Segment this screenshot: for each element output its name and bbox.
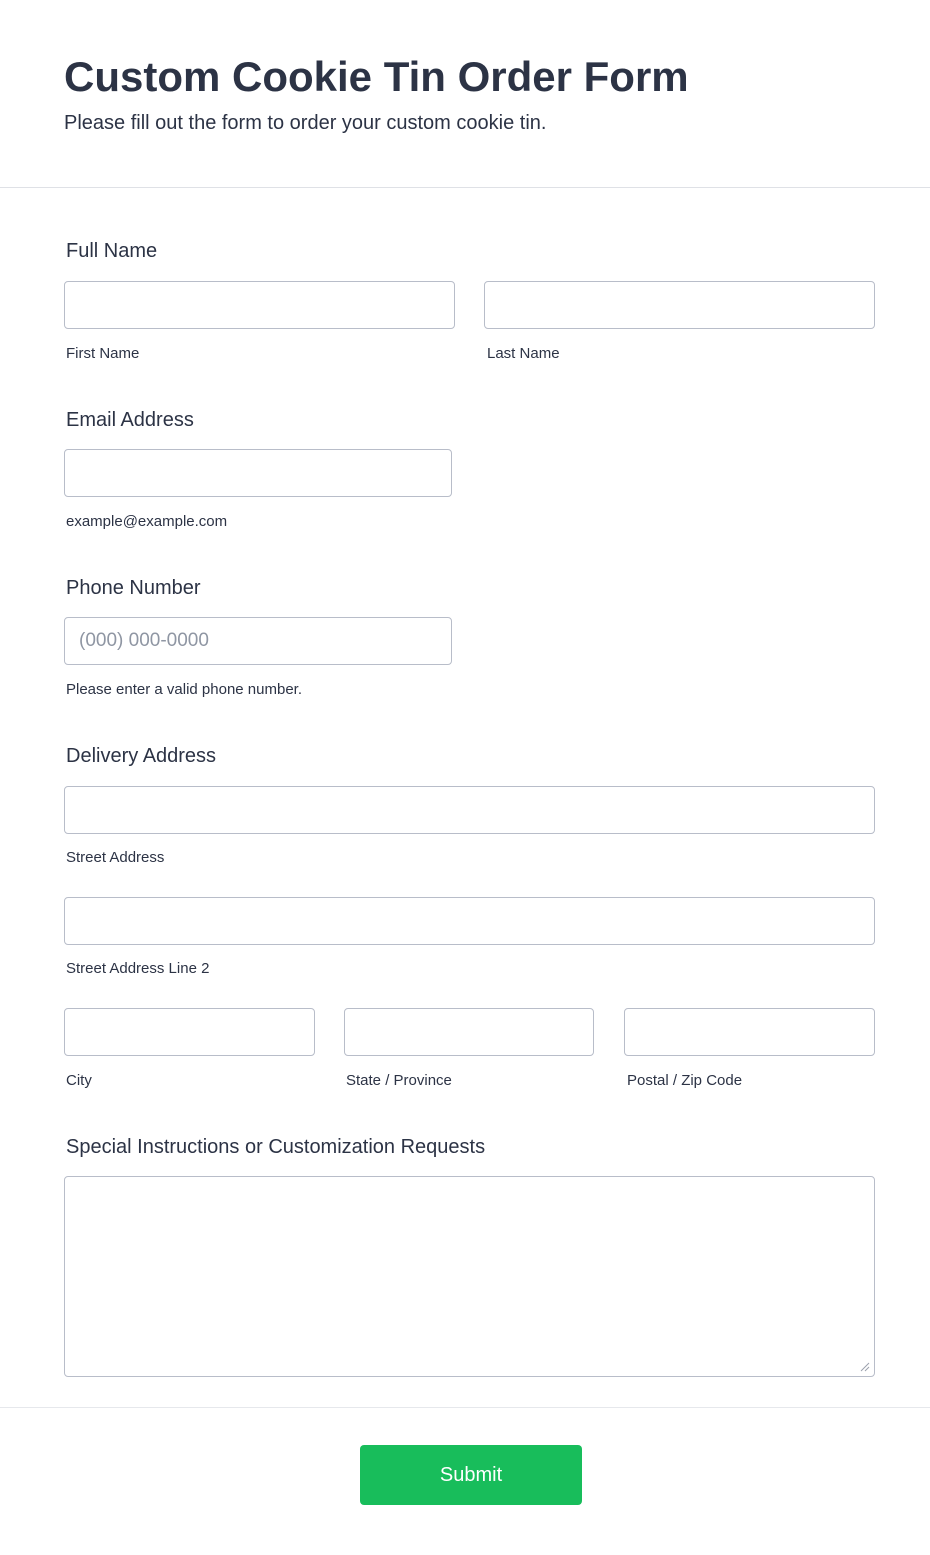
special-instructions-textarea[interactable] (64, 1176, 875, 1377)
zip-code-sublabel: Postal / Zip Code (627, 1072, 743, 1089)
city-input[interactable] (64, 1008, 315, 1056)
last-name-input[interactable] (484, 281, 875, 329)
zip-code-input[interactable] (624, 1008, 875, 1056)
form-header (0, 0, 930, 188)
street-address-line2-sublabel: Street Address Line 2 (66, 960, 210, 977)
full-name-label: Full Name (66, 240, 158, 262)
page-subtitle: Please fill out the form to order your custom cookie tin. (64, 112, 547, 134)
street-address-line2-input[interactable] (64, 897, 875, 945)
delivery-address-label: Delivery Address (66, 745, 217, 767)
street-address-input[interactable] (64, 786, 875, 834)
email-label: Email Address (66, 409, 194, 431)
street-address-sublabel: Street Address (66, 849, 165, 866)
footer-divider (0, 1407, 930, 1408)
email-sublabel: example@example.com (66, 513, 228, 530)
resize-handle-icon[interactable] (858, 1360, 870, 1372)
page-title: Custom Cookie Tin Order Form (64, 53, 689, 100)
phone-input[interactable] (64, 617, 452, 665)
last-name-sublabel: Last Name (487, 345, 560, 362)
city-sublabel: City (66, 1072, 92, 1089)
submit-button[interactable]: Submit (360, 1445, 582, 1505)
first-name-input[interactable] (64, 281, 455, 329)
phone-label: Phone Number (66, 577, 201, 599)
phone-sublabel: Please enter a valid phone number. (66, 681, 302, 698)
state-sublabel: State / Province (346, 1072, 452, 1089)
special-instructions-label: Special Instructions or Customization Requests (66, 1136, 486, 1158)
state-input[interactable] (344, 1008, 594, 1056)
email-field[interactable] (64, 449, 452, 497)
first-name-sublabel: First Name (66, 345, 140, 362)
